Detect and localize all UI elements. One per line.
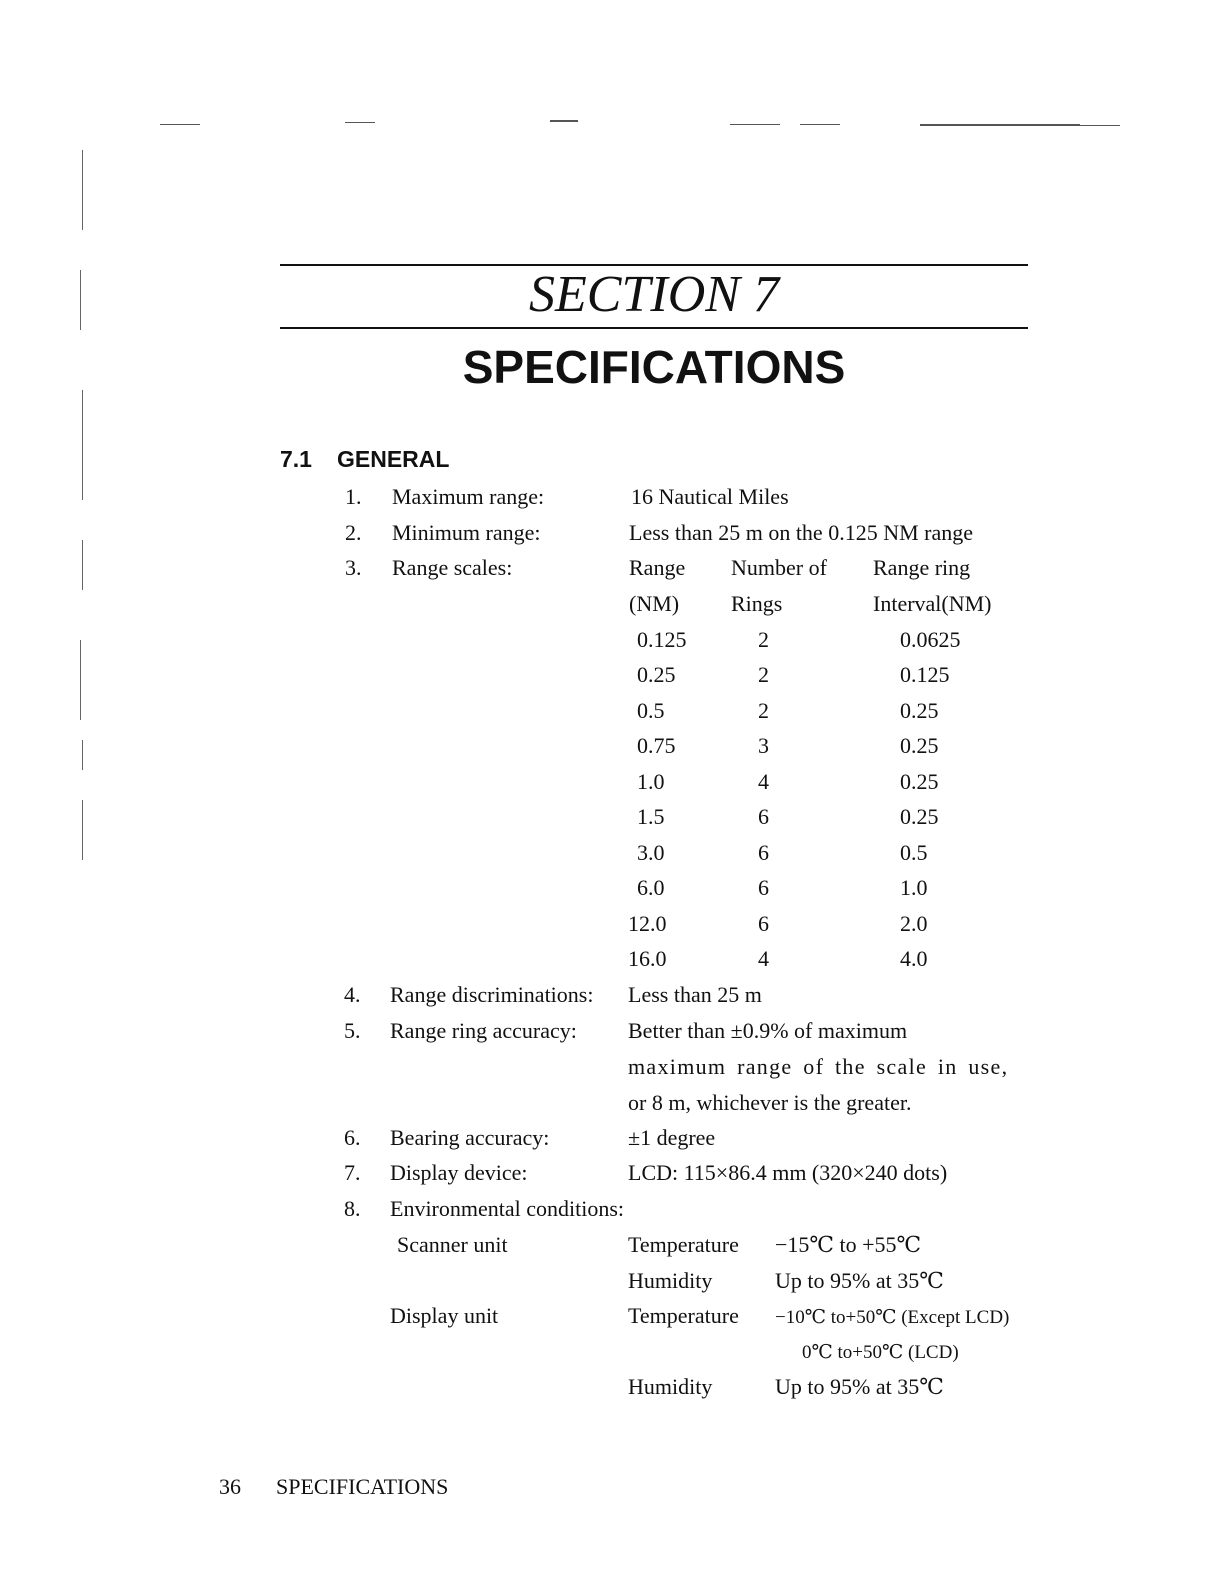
table-cell-rings: 6 [758,840,769,865]
table-cell-interval: 0.25 [900,698,939,723]
item-label: Display device: [390,1160,528,1185]
section-heading: SECTION 7 [529,266,779,323]
table-header-range-unit: (NM) [629,591,680,616]
env-display-hum-label: Humidity [628,1374,713,1399]
item-value-line: Better than ±0.9% of maximum [628,1018,908,1043]
table-cell-range: 0.125 [637,627,687,652]
item-label: Range discriminations: [390,982,594,1007]
page-number: 36 [219,1474,241,1499]
table-cell-rings: 2 [758,662,769,687]
table-cell-range: 3.0 [637,840,665,865]
table-header-rings-2: Rings [731,591,783,616]
scan-noise-top [150,112,1150,134]
env-display-unit: Display unit [390,1303,499,1328]
item-value: Less than 25 m [628,982,762,1007]
item-value: Less than 25 m on the 0.125 NM range [629,520,973,545]
table-cell-range: 0.75 [637,733,676,758]
item-value: 16 Nautical Miles [631,484,789,509]
middle-rule [280,327,1028,329]
env-display-temp-value-lcd: 0℃ to+50℃ (LCD) [802,1342,959,1363]
env-display-hum-value: Up to 95% at 35℃ [775,1374,944,1399]
table-cell-interval: 0.5 [900,840,928,865]
table-cell-rings: 4 [758,769,769,794]
table-cell-rings: 3 [758,733,769,758]
scan-noise-left [62,140,102,960]
item-number: 3. [345,555,362,580]
item-number: 2. [345,520,362,545]
table-header-interval: Range ring [873,555,971,580]
table-cell-rings: 6 [758,804,769,829]
table-cell-rings: 2 [758,627,769,652]
table-cell-interval: 2.0 [900,911,928,936]
item-value: ±1 degree [628,1125,716,1150]
env-display-temp-value: −10℃ to+50℃ (Except LCD) [775,1307,1010,1328]
table-cell-rings: 6 [758,911,769,936]
table-header-range: Range [629,555,686,580]
env-scanner-hum-value: Up to 95% at 35℃ [775,1268,944,1293]
table-cell-range: 1.5 [637,804,665,829]
item-number: 5. [344,1018,361,1043]
item-number: 7. [344,1160,361,1185]
table-cell-range: 0.5 [637,698,665,723]
table-cell-interval: 0.25 [900,804,939,829]
footer-title: SPECIFICATIONS [276,1474,449,1499]
table-cell-interval: 0.125 [900,662,950,687]
item-value: LCD: 115×86.4 mm (320×240 dots) [628,1160,948,1185]
env-display-temp-label: Temperature [628,1303,739,1328]
table-cell-range: 12.0 [628,911,667,936]
item-label: Range scales: [392,555,513,580]
item-label: Range ring accuracy: [390,1018,577,1043]
subsection-number: 7.1 [280,446,312,472]
table-cell-interval: 0.0625 [900,627,961,652]
env-scanner-temp-label: Temperature [628,1232,739,1257]
env-scanner-hum-label: Humidity [628,1268,713,1293]
item-number: 6. [344,1125,361,1150]
table-cell-interval: 0.25 [900,733,939,758]
table-cell-range: 16.0 [628,946,667,971]
table-cell-rings: 4 [758,946,769,971]
item-number: 8. [344,1196,361,1221]
table-cell-interval: 0.25 [900,769,939,794]
table-cell-rings: 2 [758,698,769,723]
table-cell-interval: 4.0 [900,946,928,971]
item-value-line: maximum range of the scale in use, [628,1054,1009,1079]
table-cell-interval: 1.0 [900,875,928,900]
item-number: 4. [344,982,361,1007]
item-label: Maximum range: [392,484,545,509]
table-header-rings: Number of [731,555,827,580]
table-cell-range: 6.0 [637,875,665,900]
item-label: Minimum range: [392,520,541,545]
table-cell-rings: 6 [758,875,769,900]
item-label: Environmental conditions: [390,1196,625,1221]
subsection-title: GENERAL [337,446,450,472]
env-scanner-unit: Scanner unit [397,1232,508,1257]
env-scanner-temp-value: −15℃ to +55℃ [775,1232,922,1257]
table-header-interval-unit: Interval(NM) [873,591,992,616]
table-cell-range: 0.25 [637,662,676,687]
table-cell-range: 1.0 [637,769,665,794]
page-title: SPECIFICATIONS [462,341,846,393]
item-number: 1. [345,484,362,509]
item-value-line: or 8 m, whichever is the greater. [628,1090,912,1115]
item-label: Bearing accuracy: [390,1125,550,1150]
